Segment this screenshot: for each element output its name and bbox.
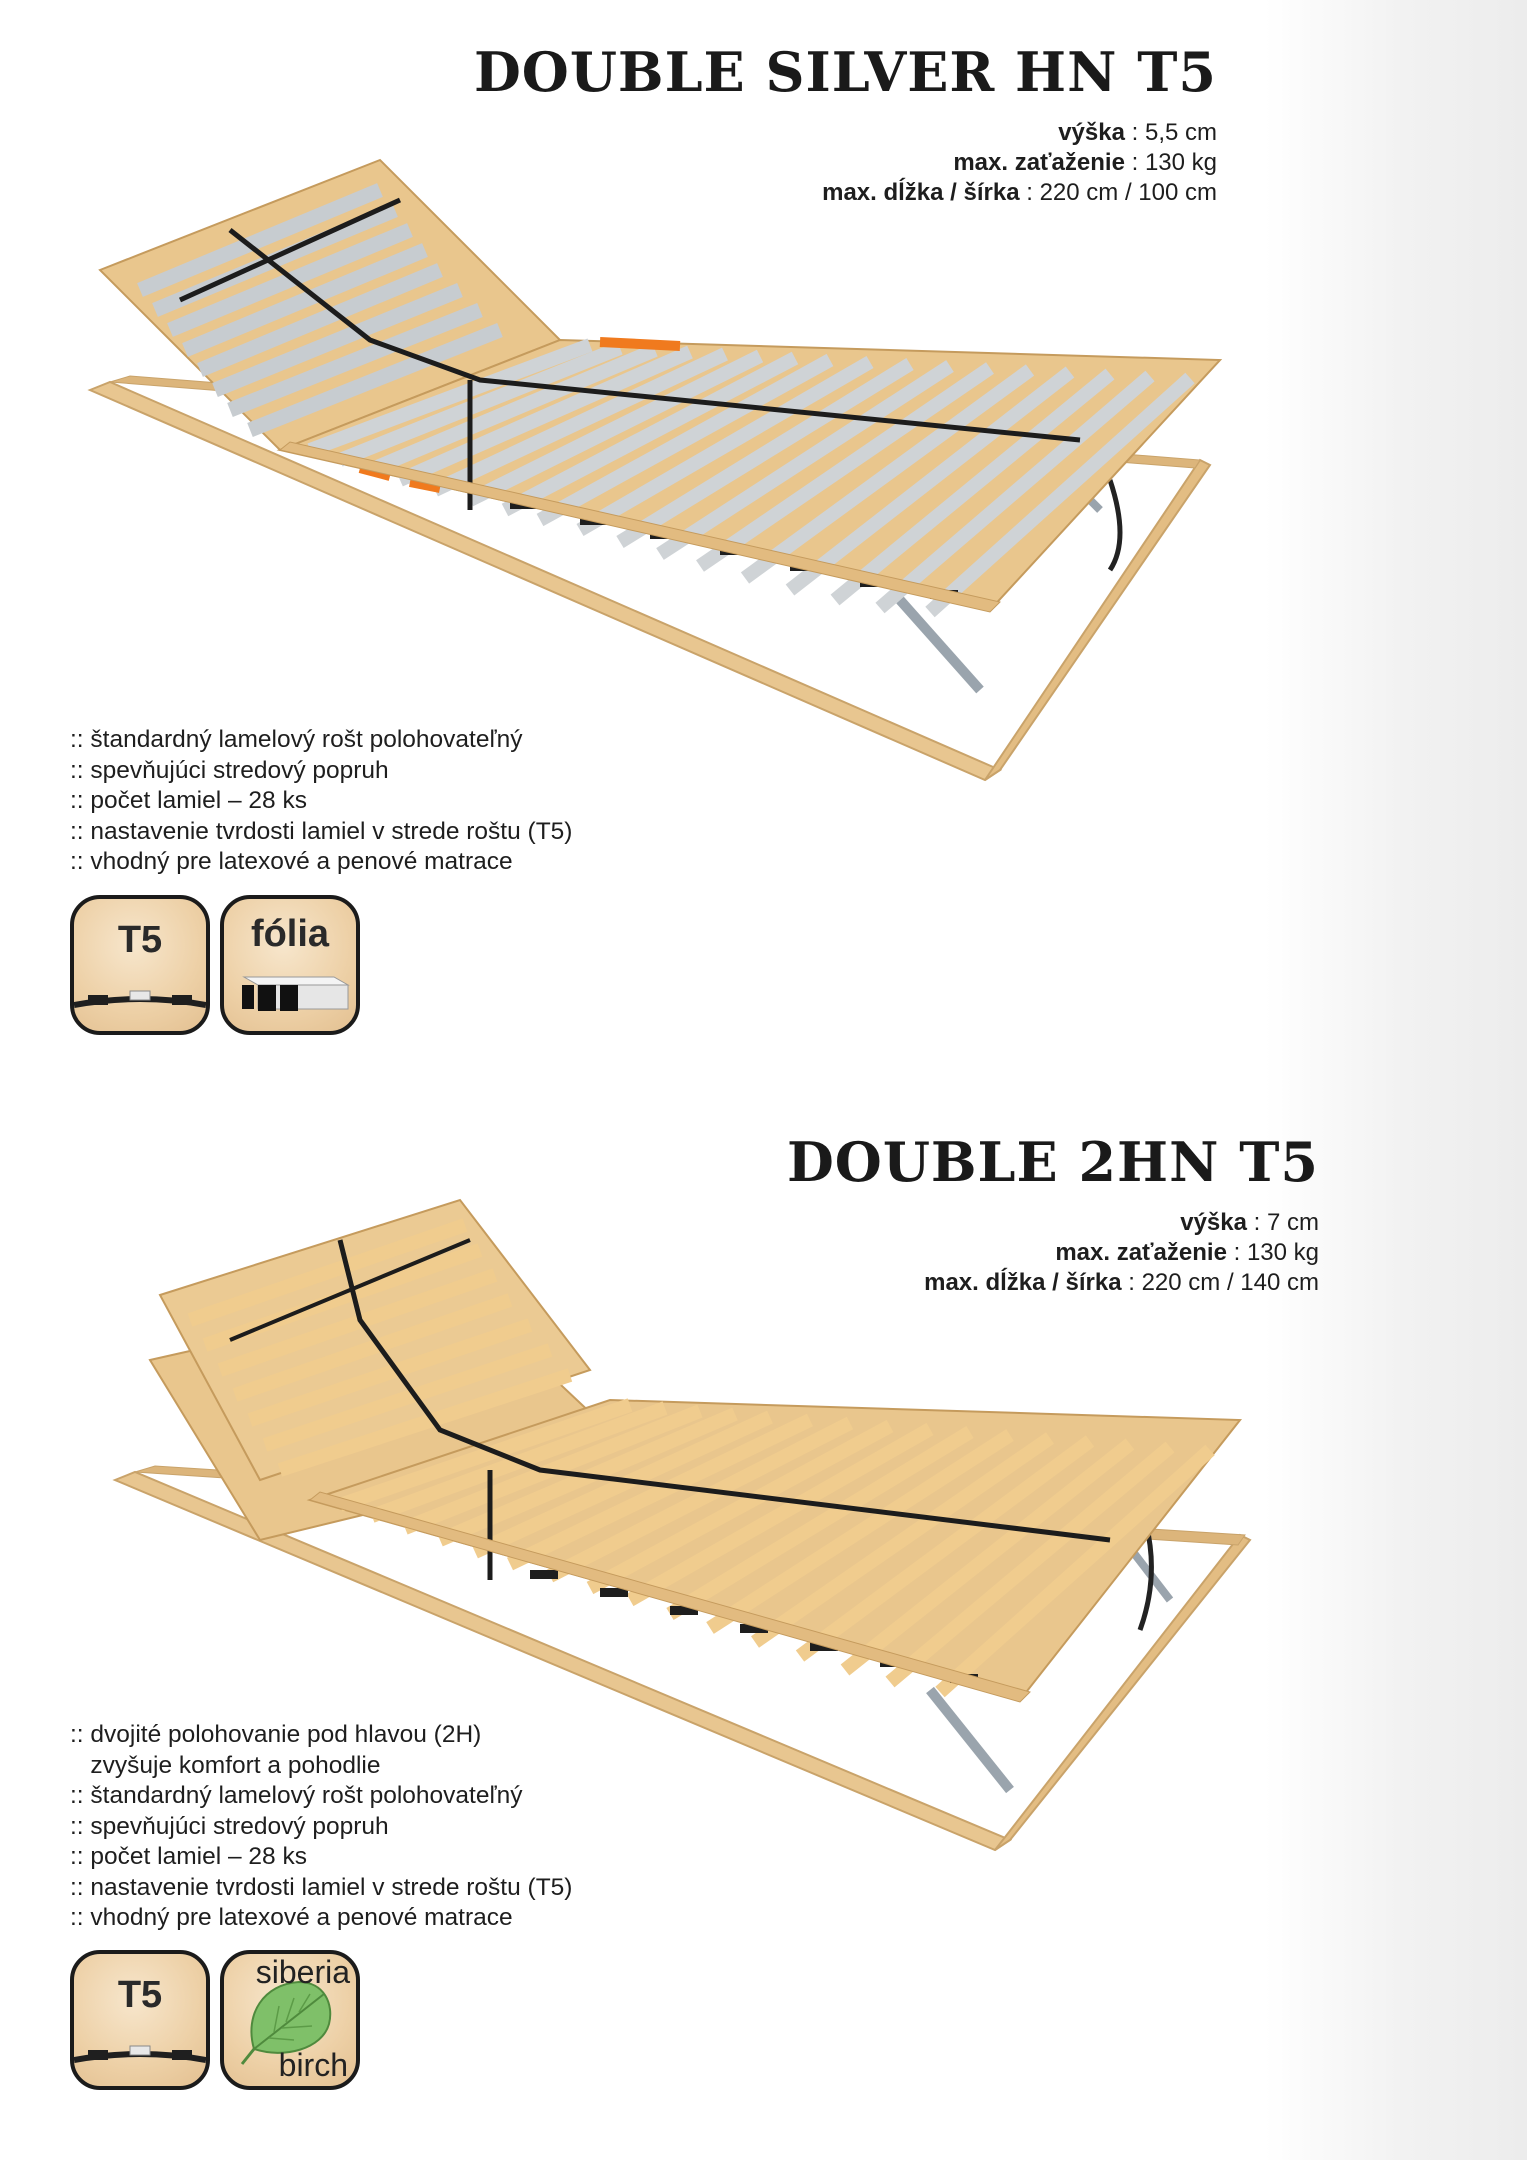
spec-max-load: max. zaťaženie : 130 kg: [1055, 1239, 1319, 1266]
badge-label-bottom: birch: [278, 2047, 348, 2083]
spec-height: výška : 5,5 cm: [1058, 119, 1217, 146]
badge-label: fólia: [250, 913, 330, 955]
spec-max-load: max. zaťaženie : 130 kg: [953, 149, 1217, 176]
t5-slat-icon: [74, 2034, 206, 2074]
spec-dimensions: max. dĺžka / šírka : 220 cm / 140 cm: [924, 1269, 1319, 1296]
feature-list: [70, 1720, 572, 1934]
feature-item: :: počet lamiel – 28 ks: [70, 787, 307, 814]
badge-label: T5: [117, 919, 163, 961]
product-double-2hn-t5: [0, 1080, 1527, 2160]
product-title: DOUBLE SILVER HN T5: [473, 40, 1217, 104]
badge-t5: [70, 895, 210, 1035]
badge-folia: [220, 895, 360, 1035]
badge-label-top: siberia: [255, 1954, 350, 1990]
feature-item: :: nastavenie tvrdosti lamiel v strede roštu (T5): [70, 817, 573, 845]
product-title: DOUBLE 2HN T5: [786, 1130, 1319, 1194]
feature-item: :: nastavenie tvrdosti lamiel v strede roštu (T5): [70, 1873, 573, 1901]
badge-t5: [70, 1950, 210, 2090]
feature-item: :: dvojité polohovanie pod hlavou (2H): [70, 1721, 482, 1748]
feature-item: :: počet lamiel – 28 ks: [70, 1843, 307, 1870]
badge-label: T5: [117, 1974, 163, 2016]
feature-list: [70, 725, 572, 878]
feature-item: :: spevňujúci stredový popruh: [70, 756, 389, 784]
slatted-bed-frame-image: [80, 150, 1240, 790]
feature-item: :: vhodný pre latexové a penové matrace: [70, 848, 513, 875]
spec-height: výška : 7 cm: [1180, 1209, 1319, 1236]
feature-item: :: štandardný lamelový rošt polohovateľný: [70, 726, 523, 753]
feature-item: :: štandardný lamelový rošt polohovateľný: [70, 1782, 523, 1809]
feature-item: :: vhodný pre latexové a penové matrace: [70, 1904, 513, 1931]
badge-siberia-birch: [220, 1950, 360, 2090]
spec-dimensions: max. dĺžka / šírka : 220 cm / 100 cm: [822, 179, 1217, 206]
foil-blocks-icon: [224, 965, 356, 1025]
feature-item: zvyšuje komfort a pohodlie: [70, 1751, 381, 1779]
feature-item: :: spevňujúci stredový popruh: [70, 1812, 389, 1840]
t5-slat-icon: [74, 979, 206, 1019]
